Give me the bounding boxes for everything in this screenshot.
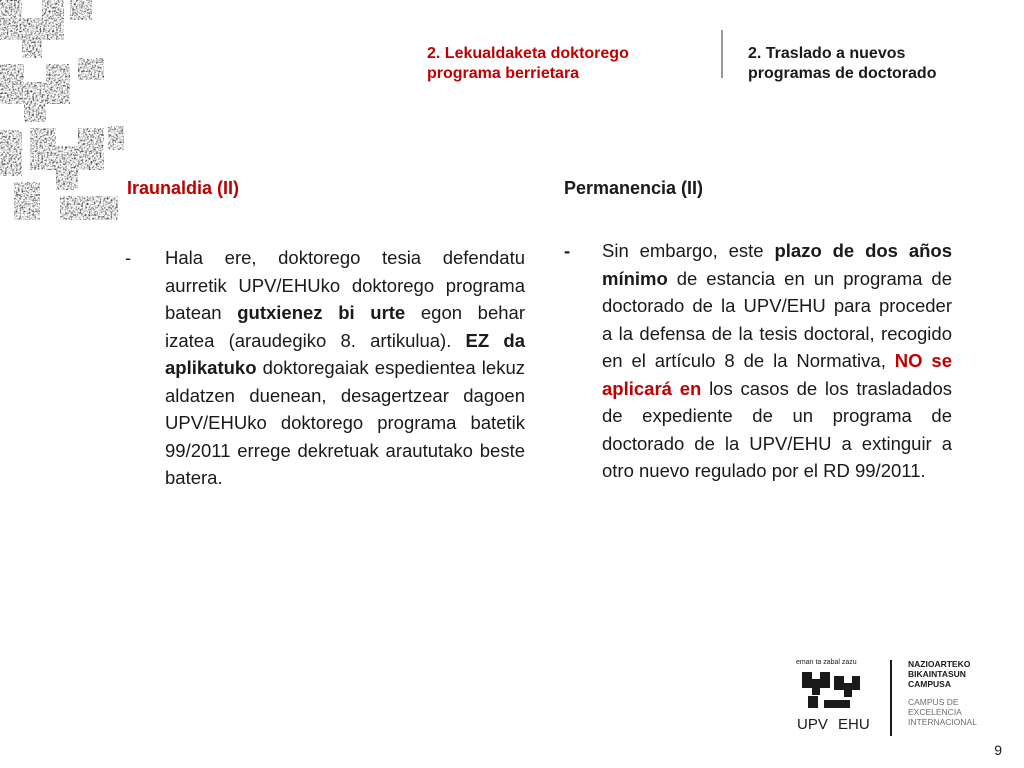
right-body-text-2: de estancia en un programa de doctorado de la UPV/EHU para proceder a la defensa de la tesis doctoral, recogido en el artículo 8 de la Normativa, — [602, 267, 952, 371]
upv-ehu-campus-logo — [796, 656, 992, 740]
campus-line-1: NAZIOARTEKO — [908, 659, 971, 669]
right-body-bold-1: plazo de dos años mínimo — [602, 240, 953, 289]
left-column-title: Iraunaldia (II) — [127, 178, 240, 198]
left-body-text-1: Hala ere, doktorego tesia defendatu aurretik UPV/EHUko doktorego programa batean — [165, 247, 525, 323]
right-body-text-3: los casos de los trasladados de expediente de un programa de doctorado de la UPV/EHU a extinguir a otro nuevo regulado por el RD 99/2011. — [602, 377, 952, 481]
campus-line-3: CAMPUSA — [908, 679, 951, 689]
logo-upv-text: UPV — [797, 716, 828, 733]
header-title-eu-line2: programa berrietara — [427, 65, 580, 82]
left-column-body — [165, 244, 525, 492]
left-body-text-2: egon behar izatea (araudegiko 8. artikulua). — [165, 302, 525, 351]
right-bullet: - — [564, 240, 571, 261]
upv-ehu-stone-logo-icon — [0, 0, 130, 220]
header-title-es — [748, 44, 998, 84]
left-body-bold-2: EZ da aplikatuko — [165, 329, 525, 378]
right-column-title: Permanencia (II) — [564, 178, 704, 198]
header-title-eu — [427, 44, 697, 84]
left-body-text-3: doktoregaiak espedientea lekuz aldatzen duenean, desagertzear dagoen UPV/EHUko doktorego programa batetik 99/2011 errege dekretuak araututako beste batera. — [165, 357, 525, 488]
left-body-bold-1: gutxienez bi urte — [237, 302, 406, 323]
logo-motto: eman ta zabal zazu — [796, 659, 857, 666]
header-title-es-line2: programas de doctorado — [748, 65, 937, 82]
header-title-eu-line1: 2. Lekualdaketa doktorego — [427, 45, 629, 62]
header-divider — [721, 30, 723, 78]
left-bullet: - — [125, 247, 132, 268]
campus-line-2: BIKAINTASUN — [908, 669, 966, 679]
right-body-text-1: Sin embargo, este — [602, 240, 775, 261]
campus-line-4: CAMPUS DE — [908, 697, 959, 707]
logo-ehu-text: EHU — [838, 716, 870, 733]
campus-line-5: EXCELENCIA — [908, 707, 962, 717]
page-number: 9 — [994, 742, 1002, 758]
campus-line-6: INTERNACIONAL — [908, 717, 977, 727]
logo-divider — [890, 660, 892, 736]
right-body-red-1: NO se aplicará en — [602, 350, 953, 399]
right-column-body — [602, 237, 952, 485]
upv-ehu-logo-icon — [798, 670, 862, 710]
header-title-es-line1: 2. Traslado a nuevos — [748, 45, 906, 62]
